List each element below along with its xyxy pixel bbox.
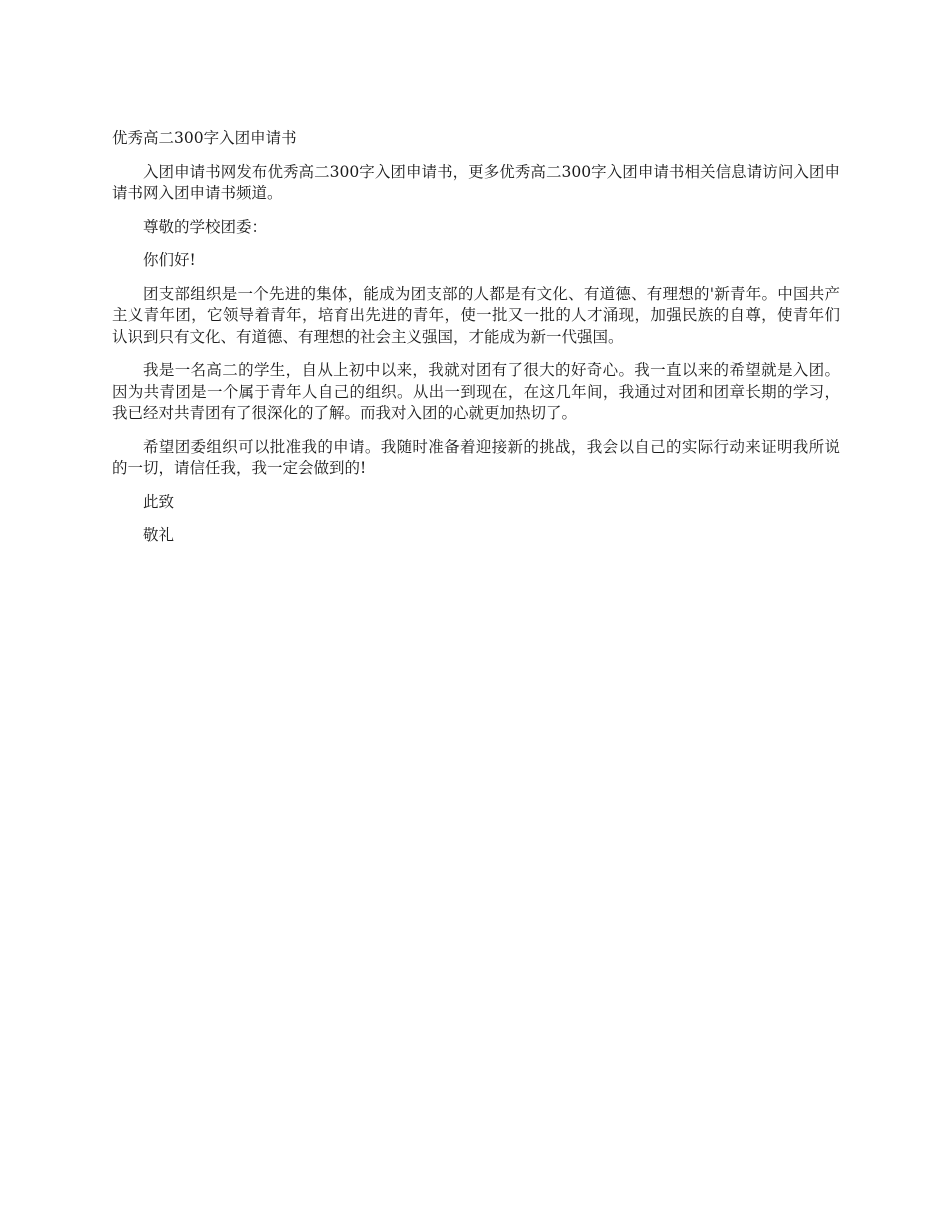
body-paragraph: 团支部组织是一个先进的集体，能成为团支部的人都是有文化、有道德、有理想的'新青年。中国共产主义青年团，它领导着青年，培育出先进的青年，使一批又一批的人才涌现，加强民族的自尊，使青年们认识到只有文化、有道德、有理想的社会主义强国，才能成为新一代强国。 [112, 284, 840, 346]
greeting: 你们好! [143, 251, 196, 269]
body-paragraph: 希望团委组织可以批准我的申请。我随时准备着迎接新的挑战，我会以自己的实际行动来证明我所说的一切，请信任我，我一定会做到的! [112, 437, 840, 477]
body-paragraph: 我是一名高二的学生，自从上初中以来，我就对团有了很大的好奇心。我一直以来的希望就是入团。因为共青团是一个属于青年人自己的组织。从出一到现在，在这几年间，我通过对团和团章长期的学习，我已经对共青团有了很深化的了解。而我对入团的心就更加热切了。 [112, 361, 840, 422]
salutation: 尊敬的学校团委： [143, 217, 268, 236]
closing-phrase: 此致 [143, 492, 175, 511]
document-title: 优秀高二300字入团申请书 [112, 129, 297, 147]
document-content [112, 128, 840, 559]
closing-salute: 敬礼 [143, 526, 175, 544]
intro-paragraph: 入团申请书网发布优秀高二300字入团申请书，更多优秀高二300字入团申请书相关信息请访问入团申请书网入团申请书频道。 [112, 162, 840, 202]
